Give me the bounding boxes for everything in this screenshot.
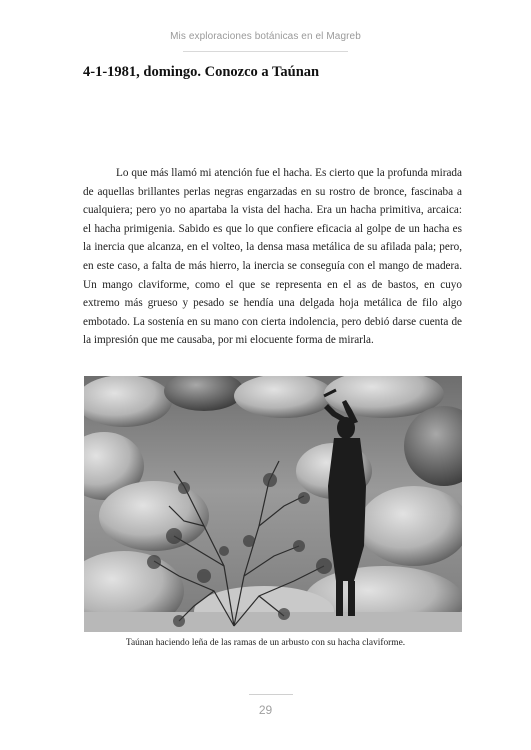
footer-divider: [249, 694, 293, 695]
figure-photo: [84, 376, 462, 632]
page-number: 29: [258, 703, 273, 717]
figure-caption: Taúnan haciendo leña de las ramas de un arbusto con su hacha claviforme.: [125, 638, 406, 648]
header-divider: [183, 51, 348, 52]
running-header: Mis exploraciones botánicas en el Magreb: [170, 31, 361, 42]
body-paragraph: Lo que más llamó mi atención fue el hacha. Es cierto que la profunda mirada de aquellas brillantes perlas negras engarzadas en su rostro de bronce, fascinaba a cualquiera; pero yo no apartaba la vista del hacha. Era un hacha primitiva, arcaica: el hacha primigenia. Sabido es que lo que confiere eficacia al golpe de un hacha es la inercia que alcanza, en el volteo, la densa masa metálica de su afilada pala; pero, en este caso, a falta de más hierro, la inercia se conseguía con el mango de madera. Un mango claviforme, como el que se representa en el as de bastos, en cuyo extremo más grueso y pesado se hendía una delgada hoja metálica de filo algo embotado. La sostenía en su mano con cierta indolencia, pero debió darse cuenta de la impresión que me causaba, por mi elocuente forma de mirarla.: [83, 167, 462, 347]
chapter-title: 4-1-1981, domingo. Conozco a Taúnan: [83, 64, 320, 80]
